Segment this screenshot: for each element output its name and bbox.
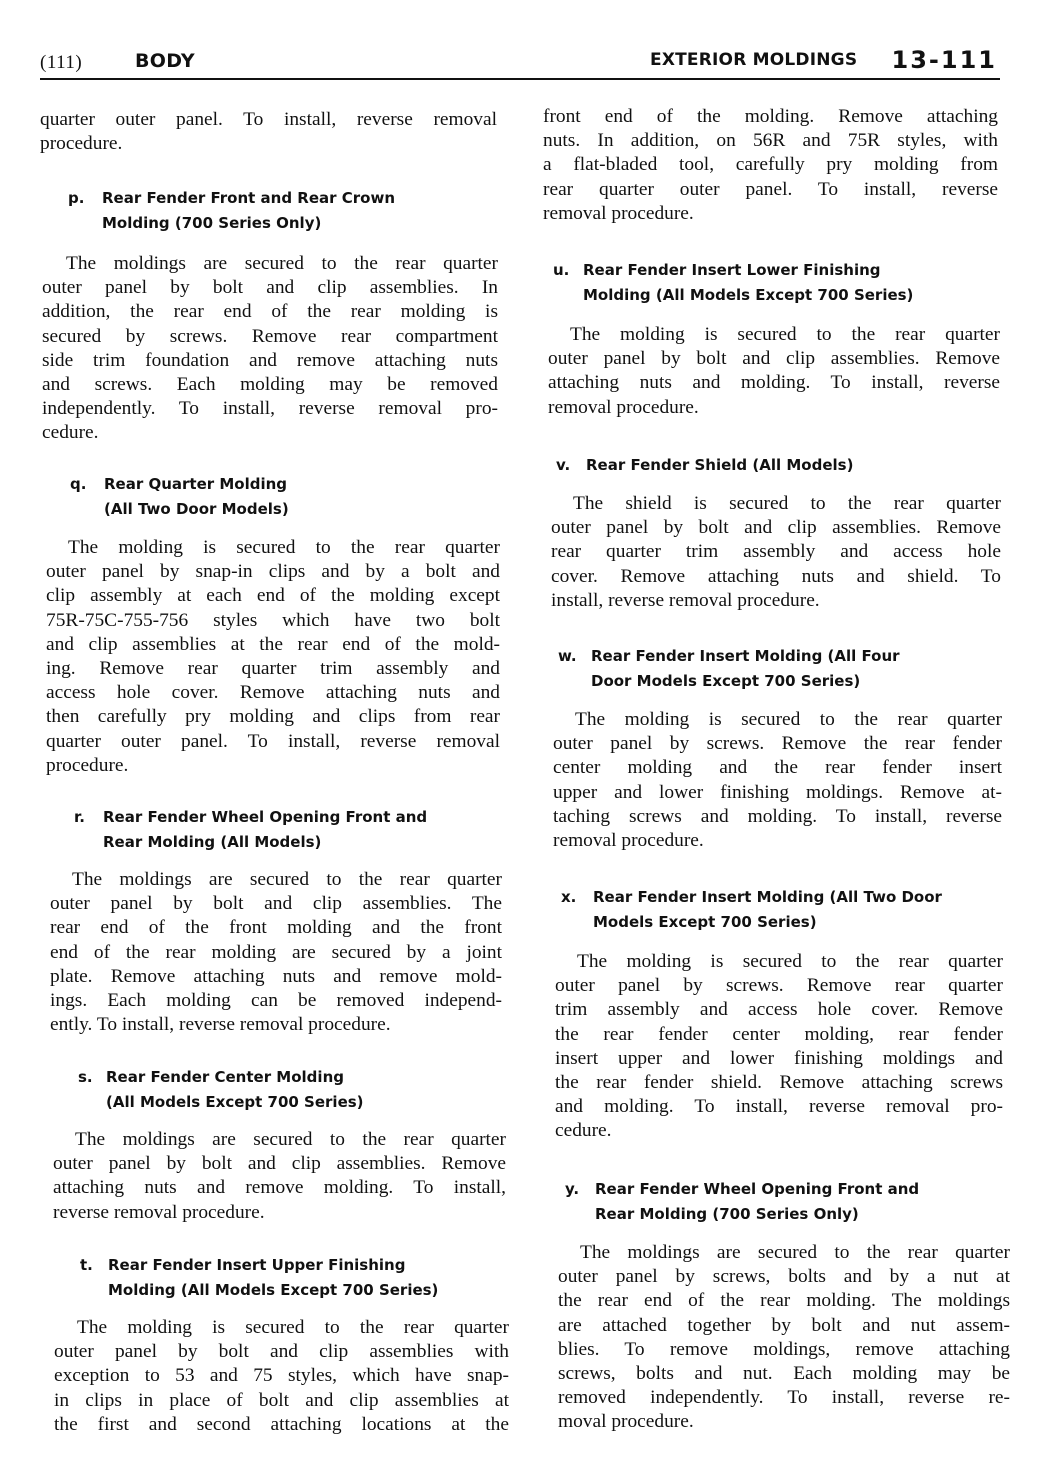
section-letter: r. — [74, 808, 85, 826]
text-line: The molding is secured to the rear quarter — [570, 324, 1000, 345]
section-title-line: Rear Quarter Molding — [104, 475, 288, 493]
text-line: The moldings are secured to the rear quarter — [66, 253, 498, 274]
text-line: ing. Remove rear quarter trim assembly and — [46, 657, 500, 679]
header-rule — [40, 78, 1000, 80]
section-letter: v. — [556, 456, 571, 474]
text-line: end of the rear molding are secured by a joint — [50, 941, 502, 963]
section-body-u — [548, 323, 1000, 420]
section-letter: y. — [565, 1180, 580, 1198]
text-line: side trim foundation and remove attaching nuts — [42, 349, 498, 371]
section-body-q — [46, 536, 500, 778]
text-line: quarter outer panel. To install, reverse removal — [40, 109, 497, 130]
text-line: rear end of the front molding and the front — [50, 917, 502, 939]
text-line: The molding is secured to the rear quarter — [577, 951, 1003, 972]
section-letter: q. — [70, 475, 87, 493]
section-title-line: Molding (All Models Except 700 Series) — [583, 285, 914, 304]
text-line: the rear fender shield. Remove attaching screws — [555, 1071, 1003, 1093]
text-line: removed independently. To install, reverse re- — [558, 1387, 1010, 1409]
section-letter: p. — [68, 189, 85, 207]
text-line: removal procedure. — [553, 829, 704, 851]
text-line: The moldings are secured to the rear quarter — [75, 1129, 506, 1150]
text-line: removal procedure. — [543, 202, 694, 224]
section-title-line: Rear Fender Center Molding — [106, 1068, 344, 1086]
text-line: upper and lower finishing moldings. Remove at- — [553, 781, 1002, 803]
text-line: outer panel by bolt and clip assemblies. Remove — [548, 348, 1000, 370]
section-body-y — [558, 1241, 1010, 1435]
text-line: a flat-bladed tool, carefully pry molding from — [543, 154, 998, 176]
text-line: cedure. — [555, 1120, 612, 1142]
text-line: outer panel by screws, bolts and by a nut at — [558, 1266, 1010, 1288]
section-body-s — [53, 1128, 506, 1225]
left-page-number: (111) — [40, 52, 83, 73]
text-line: independently. To install, reverse removal pro- — [42, 398, 498, 420]
continuation-paragraph — [40, 108, 497, 156]
text-line: center molding and the rear fender insert — [553, 757, 1002, 779]
text-line: ings. Each molding can be removed independ- — [50, 989, 502, 1011]
section-title-line: Door Models Except 700 Series) — [591, 671, 861, 690]
section-title-line: Rear Fender Wheel Opening Front and — [103, 808, 428, 826]
text-line: insert upper and lower finishing moldings and — [555, 1047, 1003, 1069]
section-body-w — [553, 708, 1002, 853]
text-line: outer panel by bolt and clip assemblies with — [54, 1341, 509, 1363]
running-header-right — [650, 48, 1000, 78]
section-letter: w. — [558, 647, 577, 665]
text-line: cedure. — [42, 422, 99, 444]
text-line: clip assembly at each end of the molding except — [46, 585, 500, 607]
text-line: trim assembly and access hole cover. Remove — [555, 999, 1003, 1021]
text-line: and molding. To install, reverse removal pro- — [555, 1096, 1003, 1118]
text-line: outer panel by bolt and clip assemblies. In — [42, 277, 498, 299]
section-letter: t. — [80, 1256, 93, 1274]
text-line: cover. Remove attaching nuts and shield. To — [551, 565, 1001, 587]
text-line: outer panel by bolt and clip assemblies. The — [50, 893, 502, 915]
right-page-number: 13-111 — [891, 46, 997, 74]
text-line: quarter outer panel. To install, reverse removal — [46, 730, 500, 752]
text-line: attaching nuts and molding. To install, reverse — [548, 372, 1000, 394]
section-title-line: Rear Fender Wheel Opening Front and — [595, 1180, 920, 1198]
section-body-r — [50, 868, 502, 1037]
text-line: outer panel by screws. Remove rear quarter — [555, 975, 1003, 997]
text-line: the first and second attaching locations at the — [54, 1413, 509, 1435]
text-line: and clip assemblies at the rear end of the mold- — [46, 633, 500, 655]
section-letter: s. — [78, 1068, 93, 1086]
section-title-line: Rear Molding (700 Series Only) — [595, 1204, 859, 1223]
text-line: The molding is secured to the rear quarter — [77, 1317, 509, 1338]
section-letter: u. — [553, 261, 570, 279]
section-title-line: Models Except 700 Series) — [593, 912, 817, 931]
text-line: The molding is secured to the rear quarter — [68, 537, 500, 558]
section-body-v — [551, 492, 1001, 613]
text-line: screws, bolts and nut. Each molding may be — [558, 1362, 1010, 1384]
section-body-t — [54, 1316, 509, 1437]
section-title-line: (All Models Except 700 Series) — [106, 1092, 364, 1111]
text-line: the rear fender center molding, rear fender — [555, 1023, 1003, 1045]
section-title-line: Rear Fender Insert Upper Finishing — [108, 1256, 406, 1274]
text-line: rear quarter outer panel. To install, reverse — [543, 178, 998, 200]
section-title-line: Molding (All Models Except 700 Series) — [108, 1280, 439, 1299]
section-body-p — [42, 252, 498, 446]
text-line: procedure. — [40, 133, 123, 155]
text-line: The moldings are secured to the rear quarter — [72, 869, 502, 890]
text-line: moval procedure. — [558, 1411, 694, 1433]
section-title-line: Rear Fender Insert Molding (All Four — [591, 647, 900, 665]
text-line: 75R-75C-755-756 styles which have two bolt — [46, 609, 500, 631]
section-title-line: Rear Fender Insert Lower Finishing — [583, 261, 881, 279]
text-line: The shield is secured to the rear quarter — [573, 493, 1001, 514]
text-line: nuts. In addition, on 56R and 75R styles, with — [543, 130, 998, 152]
text-line: access hole cover. Remove attaching nuts and — [46, 682, 500, 704]
section-title-line: Rear Molding (All Models) — [103, 832, 322, 851]
text-line: outer panel by screws. Remove the rear fender — [553, 733, 1002, 755]
section-letter: x. — [561, 888, 577, 906]
section-title-line: Rear Fender Front and Rear Crown — [102, 189, 396, 207]
text-line: plate. Remove attaching nuts and remove mold- — [50, 965, 502, 987]
text-line: in clips in place of bolt and clip assemblies at — [54, 1389, 509, 1411]
text-line: rear quarter trim assembly and access hole — [551, 541, 1001, 563]
text-line: outer panel by bolt and clip assemblies. Remove — [53, 1153, 506, 1175]
text-line: taching screws and molding. To install, reverse — [553, 805, 1002, 827]
section-title-line: Rear Fender Shield (All Models) — [586, 456, 854, 474]
text-line: exception to 53 and 75 styles, which have snap- — [54, 1365, 509, 1387]
text-line: then carefully pry molding and clips from rear — [46, 706, 500, 728]
text-line: secured by screws. Remove rear compartment — [42, 325, 498, 347]
text-line: and screws. Each molding may be removed — [42, 373, 498, 395]
section-title-line: Molding (700 Series Only) — [102, 213, 322, 232]
text-line: procedure. — [46, 754, 129, 776]
text-line: the rear end of the rear molding. The moldings — [558, 1290, 1010, 1312]
left-section-title: BODY — [135, 50, 195, 72]
text-line: ently. To install, reverse removal procedure. — [50, 1014, 391, 1036]
text-line: reverse removal procedure. — [53, 1201, 265, 1223]
text-line: front end of the molding. Remove attaching — [543, 106, 998, 127]
continuation-paragraph — [543, 105, 998, 226]
text-line: addition, the rear end of the rear molding is — [42, 301, 498, 323]
section-title-line: Rear Fender Insert Molding (All Two Door — [593, 888, 942, 906]
text-line: are attached together by bolt and nut assem- — [558, 1314, 1010, 1336]
section-title-line: (All Two Door Models) — [104, 499, 289, 518]
text-line: The moldings are secured to the rear quarter — [580, 1242, 1010, 1263]
text-line: blies. To remove moldings, remove attaching — [558, 1338, 1010, 1360]
text-line: The molding is secured to the rear quarter — [575, 709, 1002, 730]
text-line: attaching nuts and remove molding. To install, — [53, 1177, 506, 1199]
text-line: install, reverse removal procedure. — [551, 589, 820, 611]
text-line: removal procedure. — [548, 396, 699, 418]
section-body-x — [555, 950, 1003, 1144]
text-line: outer panel by bolt and clip assemblies. Remove — [551, 517, 1001, 539]
right-section-title: EXTERIOR MOLDINGS — [650, 50, 858, 70]
text-line: outer panel by snap-in clips and by a bolt and — [46, 561, 500, 583]
